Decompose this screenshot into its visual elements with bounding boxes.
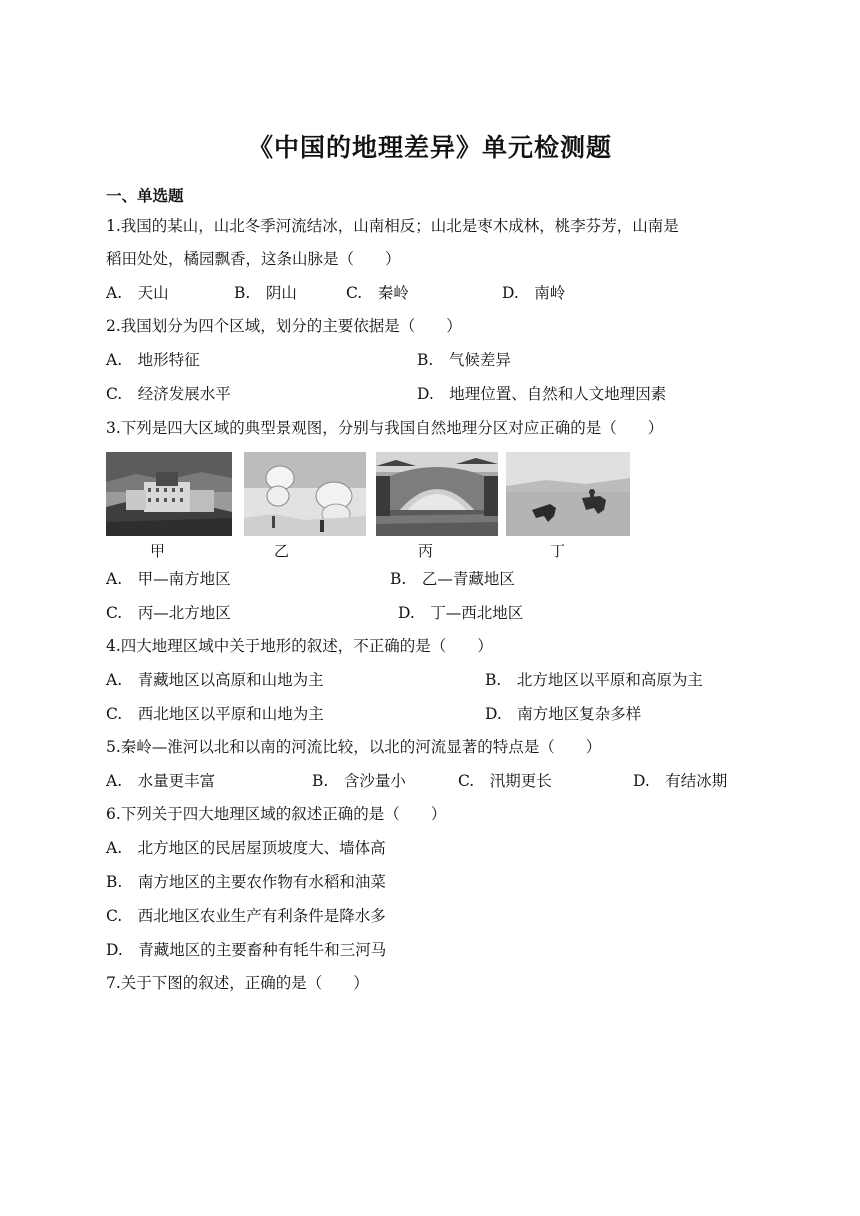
landscape-photo-jia <box>106 452 232 536</box>
question-6-stem: 6.下列关于四大地理区域的叙述正确的是（ ） <box>106 805 447 823</box>
section-heading: 一、单选题 <box>106 187 184 205</box>
photo-caption-ding: 丁 <box>550 542 566 560</box>
landscape-photo-bing <box>376 452 498 536</box>
question-1-option-a[interactable]: A. 天山 <box>106 284 169 302</box>
page-title: 《中国的地理差异》单元检测题 <box>247 133 612 162</box>
question-2-option-b[interactable]: B. 气候差异 <box>417 351 511 369</box>
question-3-option-d[interactable]: D. 丁—西北地区 <box>398 604 524 622</box>
question-6-option-b[interactable]: B. 南方地区的主要农作物有水稻和油菜 <box>106 873 386 891</box>
question-5-option-b[interactable]: B. 含沙量小 <box>312 772 406 790</box>
question-2-option-d[interactable]: D. 地理位置、自然和人文地理因素 <box>417 385 667 403</box>
photo-caption-yi: 乙 <box>274 542 290 560</box>
question-4-option-b[interactable]: B. 北方地区以平原和高原为主 <box>485 671 703 689</box>
question-4-stem: 4.四大地理区域中关于地形的叙述，不正确的是（ ） <box>106 637 493 655</box>
question-5-option-c[interactable]: C. 汛期更长 <box>458 772 552 790</box>
question-3-option-c[interactable]: C. 丙—北方地区 <box>106 604 231 622</box>
question-6-option-d[interactable]: D. 青藏地区的主要畜种有牦牛和三河马 <box>106 941 387 959</box>
question-1-option-d[interactable]: D. 南岭 <box>502 284 566 302</box>
question-4-option-a[interactable]: A. 青藏地区以高原和山地为主 <box>106 671 324 689</box>
photo-caption-jia: 甲 <box>150 542 166 560</box>
question-1-option-b[interactable]: B. 阴山 <box>234 284 297 302</box>
question-6-option-c[interactable]: C. 西北地区农业生产有利条件是降水多 <box>106 907 386 925</box>
question-3-option-a[interactable]: A. 甲—南方地区 <box>106 570 231 588</box>
landscape-photo-ding <box>506 452 630 536</box>
question-1-option-c[interactable]: C. 秦岭 <box>346 284 409 302</box>
question-1-stem-line2: 稻田处处，橘园飘香，这条山脉是（ ） <box>106 250 401 268</box>
question-5-stem: 5.秦岭—淮河以北和以南的河流比较，以北的河流显著的特点是（ ） <box>106 738 602 756</box>
question-5-option-d[interactable]: D. 有结冰期 <box>633 772 728 790</box>
landscape-photo-yi <box>244 452 366 536</box>
question-2-option-a[interactable]: A. 地形特征 <box>106 351 200 369</box>
question-3-option-b[interactable]: B. 乙—青藏地区 <box>390 570 515 588</box>
question-4-option-c[interactable]: C. 西北地区以平原和山地为主 <box>106 705 324 723</box>
photo-caption-bing: 丙 <box>418 542 434 560</box>
question-5-option-a[interactable]: A. 水量更丰富 <box>106 772 216 790</box>
question-2-stem: 2.我国划分为四个区域，划分的主要依据是（ ） <box>106 317 462 335</box>
question-2-option-c[interactable]: C. 经济发展水平 <box>106 385 231 403</box>
question-1-stem-line1: 1.我国的某山，山北冬季河流结冰，山南相反；山北是枣木成林，桃李芬芳，山南是 <box>106 217 679 235</box>
question-7-stem: 7.关于下图的叙述，正确的是（ ） <box>106 974 369 992</box>
question-4-option-d[interactable]: D. 南方地区复杂多样 <box>485 705 642 723</box>
question-3-stem: 3.下列是四大区域的典型景观图，分别与我国自然地理分区对应正确的是（ ） <box>106 419 664 437</box>
question-6-option-a[interactable]: A. 北方地区的民居屋顶坡度大、墙体高 <box>106 839 386 857</box>
